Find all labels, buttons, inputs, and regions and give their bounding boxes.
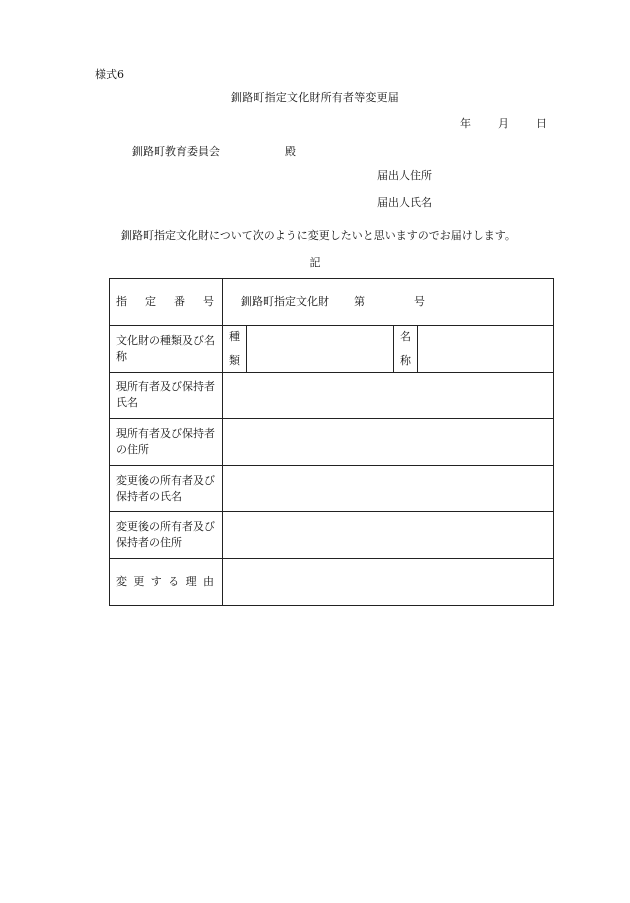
- form-number: 様式6: [95, 68, 124, 81]
- current-owner-address-label: 現所有者及び保持者の住所: [110, 419, 223, 466]
- date-year: 年: [460, 117, 471, 130]
- ki-heading: 記: [309, 256, 321, 269]
- change-notification-table: [109, 278, 554, 606]
- label-char: る: [168, 574, 180, 588]
- row-new-owner-name: [110, 465, 554, 512]
- label-char: 由: [202, 574, 214, 588]
- date-month: 月: [498, 117, 509, 130]
- row-new-owner-address: [110, 512, 554, 559]
- label-char: す: [150, 574, 162, 588]
- row-reason: [110, 558, 554, 605]
- new-owner-address-field[interactable]: [223, 512, 554, 559]
- new-owner-name-field[interactable]: [223, 465, 554, 512]
- applicant-name-label: 届出人氏名: [377, 196, 432, 209]
- applicant-address-label: 届出人住所: [377, 169, 432, 182]
- designation-dai: 第: [354, 294, 365, 308]
- reason-label: [110, 558, 223, 605]
- label-char: 更: [133, 574, 145, 588]
- statement: 釧路町指定文化財について次のように変更したいと思いますのでお届けします。: [121, 229, 516, 242]
- type-sublabel-top: 種: [229, 329, 240, 343]
- reason-field[interactable]: [223, 558, 554, 605]
- current-owner-name-field[interactable]: [223, 372, 554, 419]
- type-field[interactable]: [247, 326, 394, 372]
- row-designation-number: [110, 279, 554, 326]
- label-char: 指: [116, 294, 127, 308]
- date-line: [460, 118, 547, 129]
- current-owner-name-label: 現所有者及び保持者氏名: [110, 372, 223, 419]
- label-char: 号: [203, 294, 214, 308]
- honorific: 殿: [285, 145, 296, 158]
- designation-number-label: [110, 279, 223, 326]
- type-sublabel: [223, 326, 247, 372]
- designation-go: 号: [414, 294, 425, 308]
- type-and-name-cell: [223, 325, 554, 372]
- name-sublabel-bottom: 称: [400, 353, 411, 367]
- type-and-name-label: 文化財の種類及び名称: [110, 325, 223, 372]
- addressee: 釧路町教育委員会: [132, 145, 220, 158]
- label-char: 定: [145, 294, 156, 308]
- name-field[interactable]: [418, 326, 553, 372]
- name-sublabel-top: 名: [400, 329, 411, 343]
- name-sublabel: [394, 326, 418, 372]
- new-owner-address-label: 変更後の所有者及び保持者の住所: [110, 512, 223, 559]
- current-owner-address-field[interactable]: [223, 419, 554, 466]
- type-sublabel-bottom: 類: [229, 353, 240, 367]
- new-owner-name-label: 変更後の所有者及び保持者の氏名: [110, 465, 223, 512]
- date-day: 日: [536, 117, 547, 130]
- row-current-owner-name: [110, 372, 554, 419]
- label-char: 変: [116, 574, 127, 588]
- label-char: 理: [185, 574, 197, 588]
- row-current-owner-address: [110, 419, 554, 466]
- label-char: 番: [174, 294, 185, 308]
- designation-prefix: 釧路町指定文化財: [241, 294, 329, 308]
- row-type-and-name: [110, 325, 554, 372]
- designation-number-field[interactable]: [223, 279, 554, 326]
- document-title: 釧路町指定文化財所有者等変更届: [231, 91, 399, 104]
